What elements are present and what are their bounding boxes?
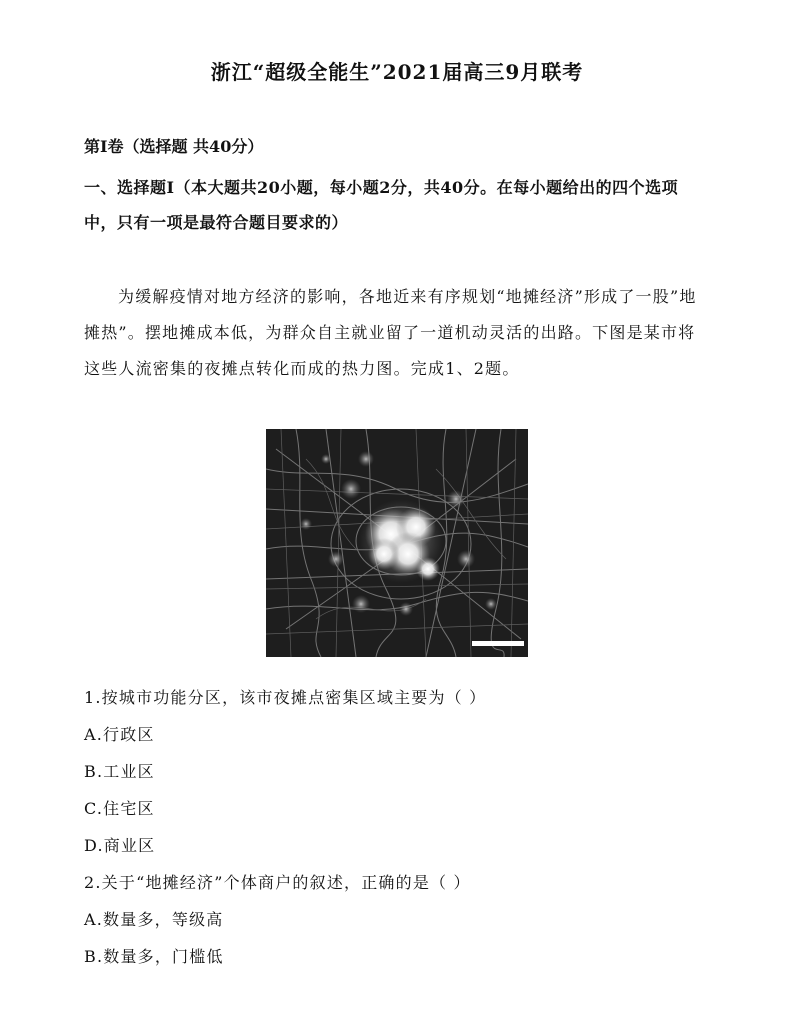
question-2-option-b: B.数量多，门槛低 [84,947,224,966]
passage-paragraph: 为缓解疫情对地方经济的影响，各地近来有序规划“地摊经济”形成了一股”地摊热”。摆地摊成本低，为群众自主就业留了一道机动灵活的出路。下图是某市将这些人流密集的夜摊点转化而成的热力图。完成1、2题。 [84,287,697,378]
instructions-paragraph: 一、选择题Ⅰ（本大题共20小题，每小题2分，共40分。在每小题给出的四个选项中，只有一项是最符合题目要求的） [84,178,679,232]
page-title: 浙江“超级全能生”2021届高三9月联考 [210,60,584,84]
question-1-option-a: A.行政区 [84,725,155,744]
question-2-option-a: A.数量多，等级高 [84,910,224,929]
section-heading: 第Ⅰ卷（选择题 共40分） [84,137,264,156]
question-1-stem: 1.按城市功能分区，该市夜摊点密集区域主要为（ ） [84,688,487,707]
question-1-option-b: B.工业区 [84,762,155,781]
question-1-option-c: C.住宅区 [84,799,155,818]
question-2-stem: 2.关于“地摊经济”个体商户的叙述，正确的是（ ） [84,873,471,892]
heat-map-figure [266,429,528,657]
heat-map-image [266,429,528,657]
question-1-option-d: D.商业区 [84,836,156,855]
